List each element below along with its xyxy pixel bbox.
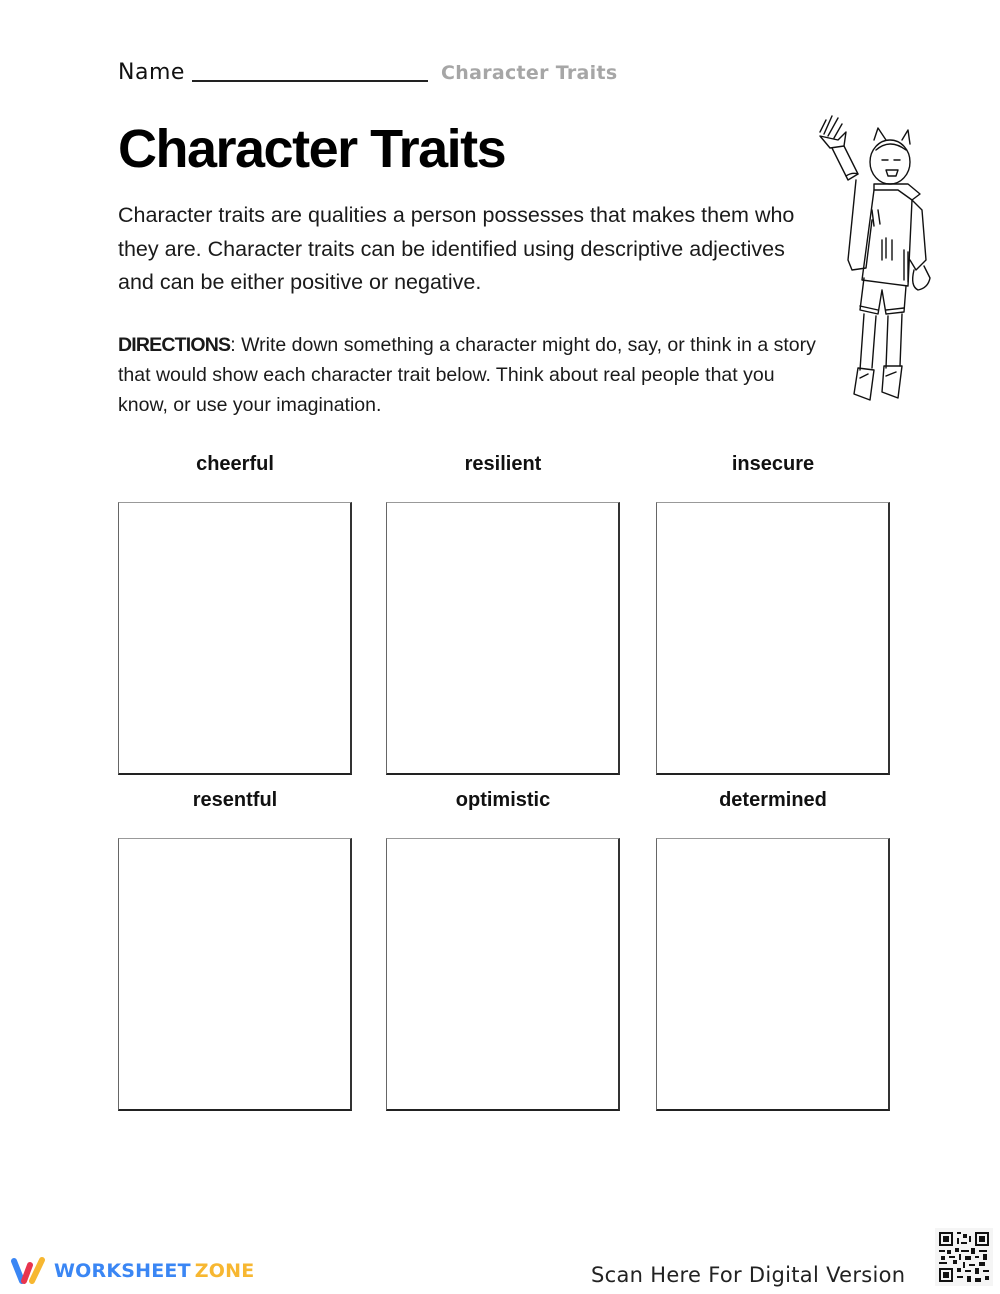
answer-box-resilient[interactable] xyxy=(386,502,620,775)
directions-label: DIRECTIONS xyxy=(118,334,231,356)
trait-label-cheerful: cheerful xyxy=(196,453,274,475)
character-illustration xyxy=(812,110,937,406)
intro-paragraph: Character traits are qualities a person possesses that makes them who they are. Character traits can be identified using descriptive adjectives and can be either positive or negative. xyxy=(118,203,795,294)
name-label: Name xyxy=(118,60,185,85)
worksheetzone-logo-icon xyxy=(10,1256,46,1286)
trait-label-resentful: resentful xyxy=(192,789,278,811)
answer-box-resentful[interactable] xyxy=(118,838,352,1111)
answer-box-cheerful[interactable] xyxy=(118,502,352,775)
logo-word-worksheet: WORKSHEET xyxy=(54,1260,191,1282)
answer-box-optimistic[interactable] xyxy=(386,838,620,1111)
worksheetzone-logo[interactable] xyxy=(10,1256,254,1286)
scan-instruction: Scan Here For Digital Version xyxy=(591,1263,906,1287)
worksheet-header-title: Character Traits xyxy=(441,62,618,84)
trait-label-insecure: insecure xyxy=(731,453,815,475)
qr-code-icon[interactable] xyxy=(935,1228,993,1286)
logo-wordmark xyxy=(54,1260,254,1282)
name-input-line[interactable] xyxy=(192,80,428,82)
directions-paragraph xyxy=(118,330,818,420)
answer-box-determined[interactable] xyxy=(656,838,890,1111)
answer-box-insecure[interactable] xyxy=(656,502,890,775)
directions-text: : Write down something a character might do, say, or think in a story that would show each character trait below. Think about real people that you know, or use your imagination. xyxy=(118,334,816,416)
trait-label-determined: determined xyxy=(719,789,827,811)
logo-word-zone: ZONE xyxy=(194,1260,255,1282)
trait-label-resilient: resilient xyxy=(464,453,542,475)
trait-label-optimistic: optimistic xyxy=(455,789,551,811)
page-title: Character Traits xyxy=(118,119,506,179)
